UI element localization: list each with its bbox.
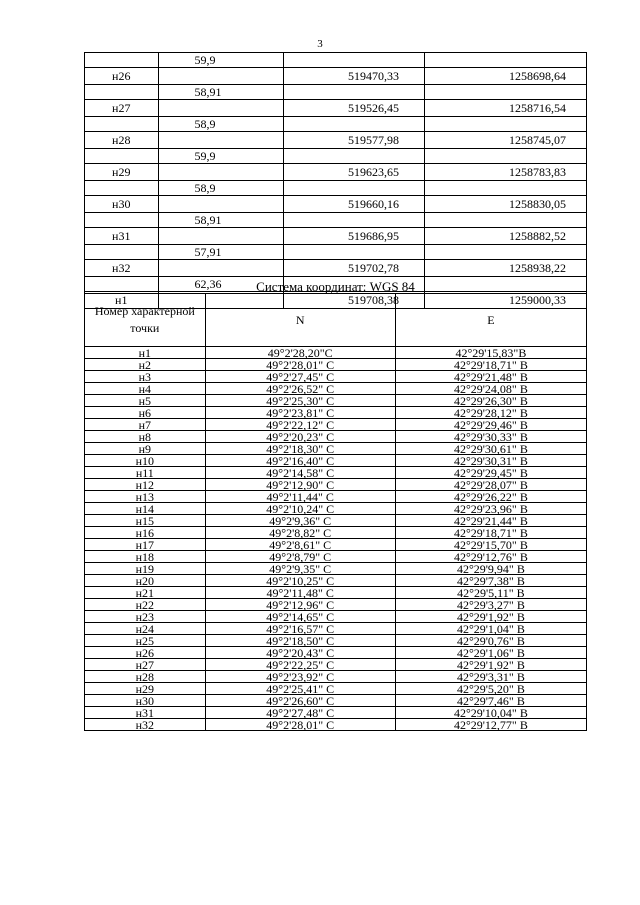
- empty-cell: [85, 245, 159, 260]
- wgs84-coordinates-table: [84, 293, 587, 731]
- longitude-value: 42°29'28,07" В: [395, 479, 586, 491]
- page-number: 3: [317, 38, 323, 50]
- longitude-value: 42°29'1,92" В: [395, 611, 586, 623]
- longitude-value: 42°29'29,46" В: [395, 419, 586, 431]
- latitude-value: 49°2'28,20"С: [205, 347, 395, 359]
- wgs84-table-header: [85, 294, 587, 347]
- segment-length-row: [85, 181, 587, 196]
- longitude-value: 42°29'1,04" В: [395, 623, 586, 635]
- segment-length: 58,9: [158, 181, 283, 196]
- table-row: [85, 671, 587, 683]
- longitude-value: 42°29'5,11" В: [395, 587, 586, 599]
- header-point-number: Номер характерной точки: [85, 294, 206, 347]
- point-number: н32: [85, 260, 159, 277]
- latitude-value: 49°2'26,60" С: [205, 695, 395, 707]
- point-number: н13: [85, 491, 206, 503]
- header-longitude: E: [395, 294, 586, 347]
- segment-length-row: [85, 85, 587, 100]
- segment-length: 58,9: [158, 117, 283, 132]
- longitude-value: 42°29'1,92" В: [395, 659, 586, 671]
- point-number: н9: [85, 443, 206, 455]
- latitude-value: 49°2'8,79" С: [205, 551, 395, 563]
- segment-length: 62,36: [158, 277, 283, 292]
- segment-length: 58,91: [158, 85, 283, 100]
- point-number: н23: [85, 611, 206, 623]
- table-row: [85, 599, 587, 611]
- point-number: н30: [85, 695, 206, 707]
- latitude-value: 49°2'20,43" С: [205, 647, 395, 659]
- empty-cell: [283, 245, 424, 260]
- point-number: н14: [85, 503, 206, 515]
- point-number: н20: [85, 575, 206, 587]
- point-number: н10: [85, 455, 206, 467]
- table-row: [85, 395, 587, 407]
- wgs84-header-row: [85, 294, 587, 347]
- point-row: [85, 164, 587, 181]
- longitude-value: 42°29'26,22" В: [395, 491, 586, 503]
- segment-length: 58,91: [158, 213, 283, 228]
- latitude-value: 49°2'11,44" С: [205, 491, 395, 503]
- segment-length-row: [85, 117, 587, 132]
- empty-cell: [283, 53, 424, 68]
- latitude-value: 49°2'28,01" С: [205, 359, 395, 371]
- coordinate-x: 519623,65: [283, 164, 424, 181]
- table-row: [85, 683, 587, 695]
- coordinate-y: 1258938,22: [425, 260, 587, 277]
- longitude-value: 42°29'15,83"В: [395, 347, 586, 359]
- point-number: н31: [85, 228, 159, 245]
- empty-cell: [283, 213, 424, 228]
- coordinate-x: 519702,78: [283, 260, 424, 277]
- latitude-value: 49°2'18,50" С: [205, 635, 395, 647]
- latitude-value: 49°2'14,65" С: [205, 611, 395, 623]
- empty-cell: [425, 117, 587, 132]
- point-number: н8: [85, 431, 206, 443]
- table-row: [85, 383, 587, 395]
- empty-cell: [425, 181, 587, 196]
- coordinate-y: 1259000,33: [425, 292, 587, 309]
- empty-cell: [158, 100, 283, 117]
- latitude-value: 49°2'28,01" С: [205, 719, 395, 731]
- table-row: [85, 551, 587, 563]
- longitude-value: 42°29'29,45" В: [395, 467, 586, 479]
- table-row: [85, 647, 587, 659]
- latitude-value: 49°2'16,40" С: [205, 455, 395, 467]
- point-number: н26: [85, 647, 206, 659]
- point-number: н12: [85, 479, 206, 491]
- table-row: [85, 407, 587, 419]
- point-number: н19: [85, 563, 206, 575]
- table-row: [85, 575, 587, 587]
- latitude-value: 49°2'20,23" С: [205, 431, 395, 443]
- latitude-value: 49°2'11,48" С: [205, 587, 395, 599]
- latitude-value: 49°2'9,36" С: [205, 515, 395, 527]
- point-number: н24: [85, 623, 206, 635]
- longitude-value: 42°29'21,48" В: [395, 371, 586, 383]
- latitude-value: 49°2'23,81" С: [205, 407, 395, 419]
- latitude-value: 49°2'26,52" С: [205, 383, 395, 395]
- table-row: [85, 455, 587, 467]
- longitude-value: 42°29'21,44" В: [395, 515, 586, 527]
- latitude-value: 49°2'22,12" С: [205, 419, 395, 431]
- table-row: [85, 587, 587, 599]
- longitude-value: 42°29'28,12" В: [395, 407, 586, 419]
- table-row: [85, 347, 587, 359]
- table-row: [85, 443, 587, 455]
- latitude-value: 49°2'27,45" С: [205, 371, 395, 383]
- longitude-value: 42°29'5,20" В: [395, 683, 586, 695]
- segment-length-row: [85, 213, 587, 228]
- point-number: н3: [85, 371, 206, 383]
- header-latitude: N: [205, 294, 395, 347]
- longitude-value: 42°29'18,71" В: [395, 527, 586, 539]
- point-number: н16: [85, 527, 206, 539]
- table-row: [85, 359, 587, 371]
- latitude-value: 49°2'14,58" С: [205, 467, 395, 479]
- empty-cell: [158, 164, 283, 181]
- longitude-value: 42°29'23,96" В: [395, 503, 586, 515]
- longitude-value: 42°29'7,46" В: [395, 695, 586, 707]
- segment-length: 57,91: [158, 245, 283, 260]
- empty-cell: [158, 228, 283, 245]
- latitude-value: 49°2'27,48" С: [205, 707, 395, 719]
- table-row: [85, 635, 587, 647]
- point-number: н4: [85, 383, 206, 395]
- table-row: [85, 431, 587, 443]
- latitude-value: 49°2'10,25" С: [205, 575, 395, 587]
- latitude-value: 49°2'16,57" С: [205, 623, 395, 635]
- point-number: н1: [85, 292, 159, 309]
- longitude-value: 42°29'7,38" В: [395, 575, 586, 587]
- coordinate-y: 1258745,07: [425, 132, 587, 149]
- point-number: н21: [85, 587, 206, 599]
- empty-cell: [85, 181, 159, 196]
- table-row: [85, 515, 587, 527]
- empty-cell: [85, 117, 159, 132]
- empty-cell: [425, 149, 587, 164]
- point-number: н5: [85, 395, 206, 407]
- point-number: н30: [85, 196, 159, 213]
- table-row: [85, 539, 587, 551]
- longitude-value: 42°29'12,76" В: [395, 551, 586, 563]
- coordinate-y: 1258830,05: [425, 196, 587, 213]
- table-row: [85, 527, 587, 539]
- point-number: н25: [85, 635, 206, 647]
- longitude-value: 42°29'3,27" В: [395, 599, 586, 611]
- table-row: [85, 707, 587, 719]
- point-number: н26: [85, 68, 159, 85]
- wgs84-coordinates-body: [85, 347, 587, 731]
- latitude-value: 49°2'25,30" С: [205, 395, 395, 407]
- empty-cell: [283, 181, 424, 196]
- longitude-value: 42°29'1,06" В: [395, 647, 586, 659]
- coordinate-x: 519686,95: [283, 228, 424, 245]
- longitude-value: 42°29'0,76" В: [395, 635, 586, 647]
- empty-cell: [158, 132, 283, 149]
- point-row: [85, 228, 587, 245]
- table-row: [85, 479, 587, 491]
- empty-cell: [85, 213, 159, 228]
- coordinate-x: 519708,38: [283, 292, 424, 309]
- longitude-value: 42°29'24,08" В: [395, 383, 586, 395]
- empty-cell: [425, 85, 587, 100]
- coordinate-system-title: Система координат: WGS 84: [256, 279, 415, 294]
- point-number: н28: [85, 132, 159, 149]
- boundary-coordinates-body: [85, 53, 587, 309]
- table-row: [85, 467, 587, 479]
- coordinate-y: 1258716,54: [425, 100, 587, 117]
- empty-cell: [85, 53, 159, 68]
- point-number: н1: [85, 347, 206, 359]
- segment-length-row: [85, 245, 587, 260]
- longitude-value: 42°29'9,94" В: [395, 563, 586, 575]
- coordinate-y: 1258882,52: [425, 228, 587, 245]
- point-number: н22: [85, 599, 206, 611]
- point-number: н2: [85, 359, 206, 371]
- table-row: [85, 659, 587, 671]
- longitude-value: 42°29'10,04" В: [395, 707, 586, 719]
- latitude-value: 49°2'9,35" С: [205, 563, 395, 575]
- point-number: н29: [85, 683, 206, 695]
- point-number: н32: [85, 719, 206, 731]
- latitude-value: 49°2'8,61" С: [205, 539, 395, 551]
- segment-length-row: [85, 53, 587, 68]
- point-number: н29: [85, 164, 159, 181]
- coordinate-x: 519526,45: [283, 100, 424, 117]
- longitude-value: 42°29'15,70" В: [395, 539, 586, 551]
- coordinate-x: 519577,98: [283, 132, 424, 149]
- point-row: [85, 68, 587, 85]
- coordinate-x: 519470,33: [283, 68, 424, 85]
- segment-length: 59,9: [158, 53, 283, 68]
- table-row: [85, 623, 587, 635]
- boundary-coordinates-table: [84, 52, 587, 309]
- table-row: [85, 611, 587, 623]
- empty-cell: [85, 85, 159, 100]
- empty-cell: [158, 260, 283, 277]
- coordinate-y: 1258698,64: [425, 68, 587, 85]
- coordinate-x: 519660,16: [283, 196, 424, 213]
- empty-cell: [425, 53, 587, 68]
- longitude-value: 42°29'18,71" В: [395, 359, 586, 371]
- longitude-value: 42°29'12,77" В: [395, 719, 586, 731]
- longitude-value: 42°29'30,61" В: [395, 443, 586, 455]
- table-row: [85, 419, 587, 431]
- table-row: [85, 503, 587, 515]
- latitude-value: 49°2'12,96" С: [205, 599, 395, 611]
- empty-cell: [283, 149, 424, 164]
- latitude-value: 49°2'25,41" С: [205, 683, 395, 695]
- point-row: [85, 132, 587, 149]
- point-number: н27: [85, 100, 159, 117]
- point-number: н11: [85, 467, 206, 479]
- segment-length: 59,9: [158, 149, 283, 164]
- point-row: [85, 260, 587, 277]
- latitude-value: 49°2'23,92" С: [205, 671, 395, 683]
- empty-cell: [425, 213, 587, 228]
- empty-cell: [283, 85, 424, 100]
- point-number: н7: [85, 419, 206, 431]
- empty-cell: [425, 245, 587, 260]
- point-number: н17: [85, 539, 206, 551]
- table-row: [85, 371, 587, 383]
- table-row: [85, 719, 587, 731]
- latitude-value: 49°2'8,82" С: [205, 527, 395, 539]
- longitude-value: 42°29'30,31" В: [395, 455, 586, 467]
- point-number: н6: [85, 407, 206, 419]
- empty-cell: [158, 68, 283, 85]
- latitude-value: 49°2'22,25" С: [205, 659, 395, 671]
- empty-cell: [158, 196, 283, 213]
- point-number: н15: [85, 515, 206, 527]
- point-row: [85, 196, 587, 213]
- point-number: н31: [85, 707, 206, 719]
- longitude-value: 42°29'26,30" В: [395, 395, 586, 407]
- empty-cell: [283, 117, 424, 132]
- coordinate-y: 1258783,83: [425, 164, 587, 181]
- latitude-value: 49°2'12,90" С: [205, 479, 395, 491]
- longitude-value: 42°29'30,33" В: [395, 431, 586, 443]
- table-row: [85, 563, 587, 575]
- empty-cell: [85, 149, 159, 164]
- table-row: [85, 491, 587, 503]
- point-row: [85, 100, 587, 117]
- segment-length-row: [85, 149, 587, 164]
- point-number: н18: [85, 551, 206, 563]
- point-number: н27: [85, 659, 206, 671]
- longitude-value: 42°29'3,31" В: [395, 671, 586, 683]
- latitude-value: 49°2'18,30" С: [205, 443, 395, 455]
- latitude-value: 49°2'10,24" С: [205, 503, 395, 515]
- table-row: [85, 695, 587, 707]
- point-number: н28: [85, 671, 206, 683]
